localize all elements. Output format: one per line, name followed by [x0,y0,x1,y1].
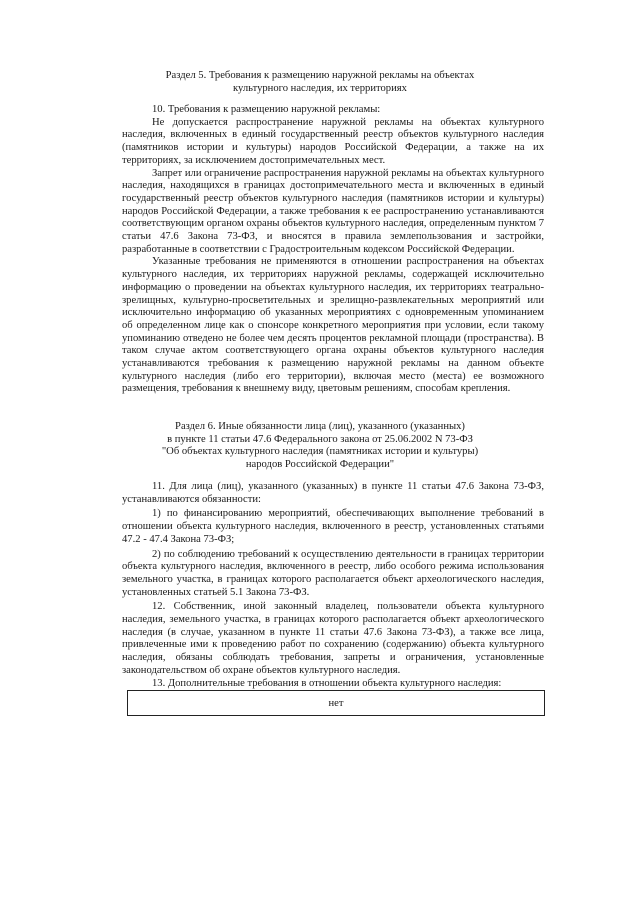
section-5-title-line1: Раздел 5. Требования к размещению наружной рекламы на объектах [165,70,475,81]
paragraph-13: 13. Дополнительные требования в отношении объекта культурного наследия: [152,677,502,689]
section-6-title-line4: народов Российской Федерации" [245,458,395,470]
paragraph-10: 10. Требования к размещению наружной рекламы: [152,104,381,115]
paragraph-12: 12. Собственник, иной законный владелец, пользователи объекта культурного наследия, земельного участка, в границах которого располагается объект археологического наследия (в случае, указанном в пункте 11 статьи 47.6 Закона 73-ФЗ), а также все лица, привлеченные ими к проведению работ по сохранению (содержанию) объекта культурного наследия, обязаны соблюдать требования, запреты и ограничения, установленные законодательством об охране объектов культурного наследия. [122,601,544,676]
paragraph-10-ban: Не допускается распространение наружной рекламы на объектах культурного наследия, включенных в единый государственный реестр объектов культурного наследия (памятников истории и культуры) народов Российской Федерации, а также на их территориях, за исключением достопримечательных мест. [122,116,544,166]
section-5-title [100,70,540,95]
paragraph-11-item-2: 2) по соблюдению требований к осуществлению деятельности в границах территории объекта культурного наследия, включенного в реестр, либо особого режима использования земельного участка, в границах которого располагается объект археологического наследия, установленных статьей 5.1 Закона 73-ФЗ. [122,548,544,598]
additional-requirements-box [127,690,545,716]
paragraph-11: 11. Для лица (лиц), указанного (указанных) в пункте 11 статьи 47.6 Закона 73-ФЗ, устанавливаются обязанности: [122,481,544,505]
section-6-body [122,481,544,690]
section-6-title-line1: Раздел 6. Иные обязанности лица (лиц), указанного (указанных) [175,421,465,432]
paragraph-10-exception: Указанные требования не применяются в отношении распространения на объектах культурного наследия, их территориях наружной рекламы, содержащей исключительно информацию о проведении на объектах культурного наследия, их территориях театрально-зрелищных, культурно-просветительных и зрелищно-развлекательных мероприятий или исключительно информацию об указанных мероприятиях с одновременным упоминанием об определенном лице как о спонсоре конкретного мероприятия при условии, если такому упоминанию отведено не более чем десять процентов рекламной площади (пространства). В таком случае актом соответствующего органа охраны объектов культурного наследия устанавливаются требования к размещению наружной рекламы на данном объекте культурного наследия (либо его территории), включая место (места) ее возможного размещения, требования к внешнему виду, цветовым решениям, способам крепления. [122,256,544,395]
section-5-title-line2: культурного наследия, их территориях [233,82,407,94]
paragraph-11-item-1: 1) по финансированию мероприятий, обеспечивающих выполнение требований в отношении объекта культурного наследия, включенного в реестр, установленных статьями 47.2 - 47.4 Закона 73-ФЗ; [122,508,544,545]
paragraph-10-restriction: Запрет или ограничение распространения наружной рекламы на объектах культурного наследия, находящихся в границах достопримечательного места и включенных в единый государственный реестр объектов культурного наследия (памятников истории и культуры) народов Российской Федерации, а также требования к ее распространению устанавливаются соответствующим органом охраны объектов культурного наследия, определенным пунктом 7 статьи 47.6 Закона 73-ФЗ, и вносятся в правила землепользования и застройки, разработанные в соответствии с Градостроительным кодексом Российской Федерации. [122,167,544,255]
section-6-title [100,421,540,471]
section-5-body [122,104,544,396]
section-6-title-line2: в пункте 11 статьи 47.6 Федерального закона от 25.06.2002 N 73-ФЗ [167,433,473,445]
section-6-title-line3: "Об объектах культурного наследия (памятниках истории и культуры) [161,446,479,458]
additional-requirements-value: нет [328,697,344,709]
